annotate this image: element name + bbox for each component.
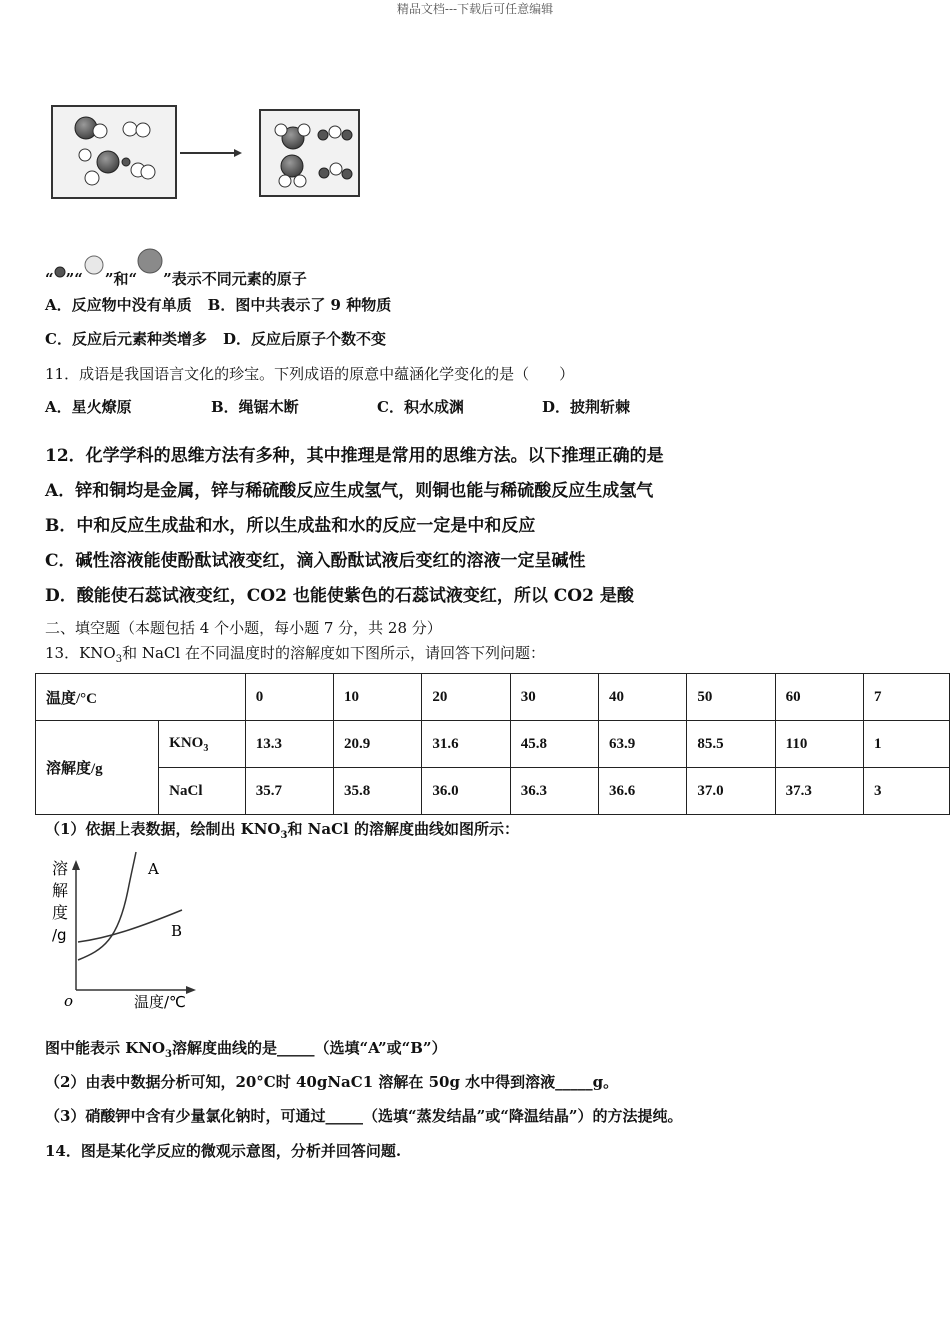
temp-header-cell: 温度/°C [36, 674, 246, 721]
kno3-cell: 63.9 [599, 721, 687, 768]
curve-a-label: A [148, 860, 159, 878]
temp-cell: 10 [334, 674, 422, 721]
temp-cell: 30 [510, 674, 598, 721]
q11-option-c[interactable]: C．积水成渊 [377, 398, 464, 416]
kno3-cell: 20.9 [334, 721, 422, 768]
kno3-cell: 13.3 [245, 721, 333, 768]
nacl-cell: 37.3 [775, 768, 863, 815]
q12-option-d[interactable]: D．酸能使石蕊试液变红，CO2 也能使紫色的石蕊试液变红，所以 CO2 是酸 [45, 586, 634, 606]
nacl-cell: 35.8 [334, 768, 422, 815]
q11-stem: 11．成语是我国语言文化的珍宝。下列成语的原意中蕴涵化学变化的是（ ） [45, 365, 575, 383]
section-2-title: 二、填空题（本题包括 4 个小题，每小题 7 分，共 28 分） [45, 619, 442, 637]
kno3-label-cell: $KNO_3$ [159, 721, 246, 768]
y-axis-label-char: 解 [52, 881, 69, 900]
q11-option-b[interactable]: B．绳锯木断 [211, 398, 299, 416]
curve-b-label: B [171, 922, 183, 940]
option-c[interactable]: C．反应后元素种类增多 [45, 330, 207, 348]
q14-stem: 14．图是某化学反应的微观示意图，分析并回答问题. [45, 1142, 402, 1160]
temp-cell: 7 [864, 674, 950, 721]
x-axis-arrow [186, 986, 196, 994]
q13-stem: 13．$KNO_3$和 NaCl 在不同温度时的溶解度如下图所示，请回答下列问题： [45, 644, 545, 665]
option-b[interactable]: B．图中共表示了 9 种物质 [207, 296, 392, 314]
option-d[interactable]: D．反应后原子个数不变 [222, 330, 386, 348]
q12-option-b[interactable]: B．中和反应生成盐和水，所以生成盐和水的反应一定是中和反应 [45, 516, 536, 536]
y-axis-label-char: 溶 [52, 859, 69, 878]
page-header: 精品文档---下载后可任意编辑 [396, 2, 554, 16]
y-axis-label-char: /g [52, 926, 67, 944]
solubility-table [35, 673, 950, 815]
table-row [36, 674, 950, 721]
solubility-header-cell: 溶解度/g [36, 721, 159, 815]
q13-part2: （2）由表中数据分析可知，20°C时 40gNaC1 溶解在 50g 水中得到溶液_____g。 [45, 1073, 619, 1091]
kno3-cell: 1 [864, 721, 950, 768]
q12-option-a[interactable]: A．锌和铜均是金属，锌与稀硫酸反应生成氢气，则铜也能与稀硫酸反应生成氢气 [45, 481, 654, 501]
temp-cell: 20 [422, 674, 510, 721]
nacl-cell: 36.0 [422, 768, 510, 815]
temp-cell: 40 [599, 674, 687, 721]
nacl-cell: 35.7 [245, 768, 333, 815]
q11-option-d[interactable]: D．披荆斩棘 [542, 398, 631, 416]
option-a[interactable]: A．反应物中没有单质 [45, 296, 192, 314]
q12-stem: 12．化学学科的思维方法有多种，其中推理是常用的思维方法。以下推理正确的是 [45, 446, 664, 466]
temp-cell: 50 [687, 674, 775, 721]
nacl-cell: 36.3 [510, 768, 598, 815]
nacl-cell: 36.6 [599, 768, 687, 815]
kno3-cell: 85.5 [687, 721, 775, 768]
q12-option-c[interactable]: C．碱性溶液能使酚酞试液变红，滴入酚酞试液后变红的溶液一定呈碱性 [45, 551, 586, 571]
temp-cell: 60 [775, 674, 863, 721]
kno3-cell: 45.8 [510, 721, 598, 768]
nacl-cell: 3 [864, 768, 950, 815]
solubility-graph [48, 850, 208, 1015]
curve-b [78, 910, 182, 942]
nacl-cell: 37.0 [687, 768, 775, 815]
table-row [36, 721, 950, 768]
temp-cell: 0 [245, 674, 333, 721]
y-axis-label-char: 度 [52, 903, 69, 922]
table-row [36, 768, 950, 815]
kno3-cell: 31.6 [422, 721, 510, 768]
q13-part1: （1）依据上表数据，绘制出 $KNO_3$和 NaCl 的溶解度曲线如图所示： [45, 820, 519, 841]
x-axis-label: 温度/℃ [134, 993, 186, 1011]
q13-part3: （3）硝酸钾中含有少量氯化钠时，可通过_____（选填“蒸发结晶”或“降温结晶”）的方法提纯。 [45, 1107, 683, 1125]
atom-legend: “ ”“ ”和“ ”表示不同元素的原子 [45, 248, 307, 289]
q11-option-a[interactable]: A．星火燎原 [45, 398, 132, 416]
q13-fill-question: 图中能表示 $KNO_3$溶解度曲线的是_____（选填“A”或“B”） [45, 1039, 447, 1060]
curve-a [78, 852, 136, 960]
kno3-cell: 110 [775, 721, 863, 768]
y-axis-arrow [72, 860, 80, 870]
nacl-label-cell: NaCl [159, 768, 246, 815]
origin-label: o [64, 992, 74, 1010]
